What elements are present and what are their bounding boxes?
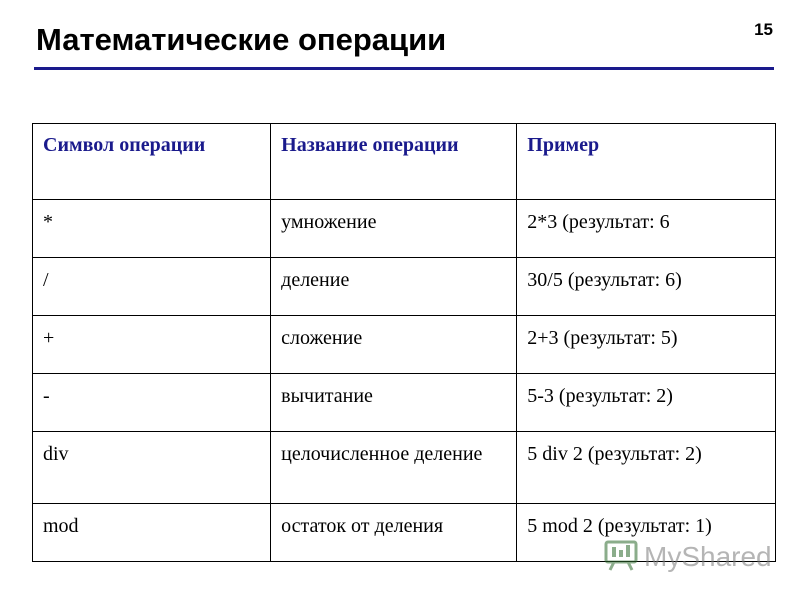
title-divider (34, 67, 774, 70)
cell-name: умножение (271, 200, 517, 258)
cell-symbol: + (33, 316, 271, 374)
table-row (33, 432, 776, 504)
column-header-example: Пример (517, 124, 776, 200)
cell-name: вычитание (271, 374, 517, 432)
cell-example: 30/5 (результат: 6) (517, 258, 776, 316)
watermark-logo (604, 537, 772, 576)
column-header-name: Название операции (271, 124, 517, 200)
cell-example: 5 div 2 (результат: 2) (517, 432, 776, 504)
presentation-screen-icon (604, 537, 640, 576)
page-number: 15 (754, 20, 773, 39)
column-header-symbol: Символ операции (33, 124, 271, 200)
page-title: Математические операции (36, 22, 447, 57)
table-row (33, 258, 776, 316)
table-row (33, 374, 776, 432)
cell-name: деление (271, 258, 517, 316)
table-header-row (33, 124, 776, 200)
table-row (33, 316, 776, 374)
cell-name: остаток от деления (271, 504, 517, 562)
cell-example: 2+3 (результат: 5) (517, 316, 776, 374)
cell-example: 5-3 (результат: 2) (517, 374, 776, 432)
cell-symbol: / (33, 258, 271, 316)
cell-example: 5 mod 2 (результат: 1) (517, 504, 776, 562)
operations-table (32, 123, 776, 562)
watermark-text: MyShared (644, 540, 772, 572)
table-row (33, 200, 776, 258)
cell-name: сложение (271, 316, 517, 374)
cell-name: целочисленное деление (271, 432, 517, 504)
cell-symbol: div (33, 432, 271, 504)
cell-symbol: mod (33, 504, 271, 562)
cell-example: 2*3 (результат: 6 (517, 200, 776, 258)
cell-symbol: - (33, 374, 271, 432)
cell-symbol: * (33, 200, 271, 258)
